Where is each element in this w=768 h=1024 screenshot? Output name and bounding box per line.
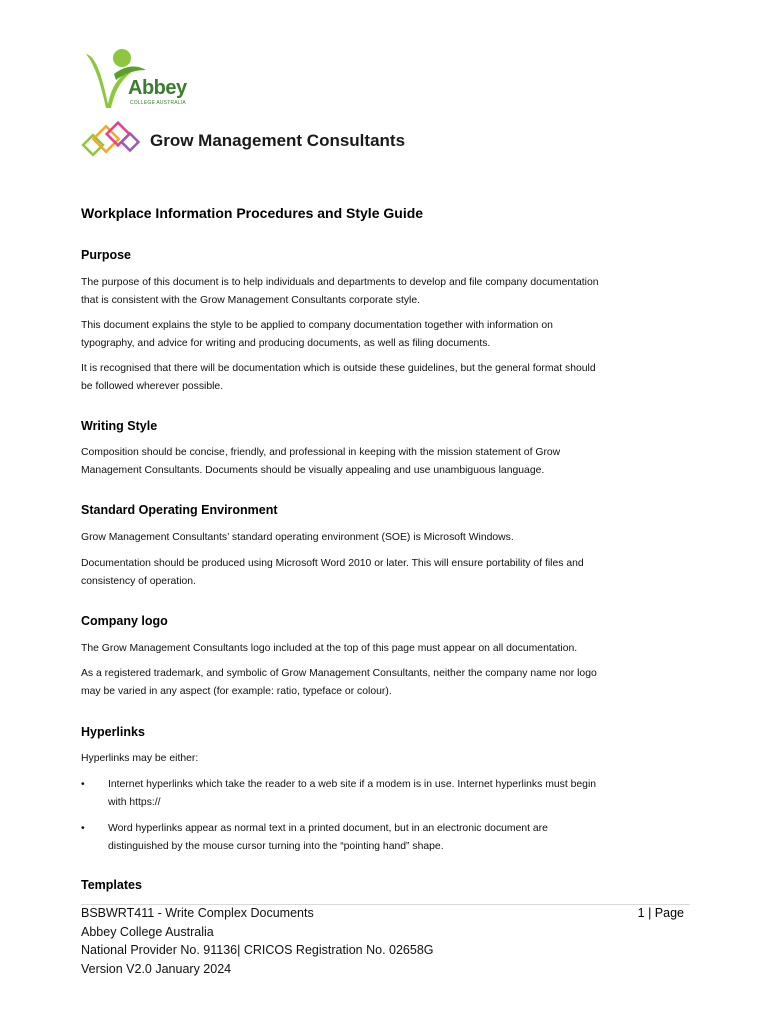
- soe-paragraph-1: [81, 529, 691, 547]
- abbey-logo-word: Abbey: [128, 77, 187, 99]
- text-line: with https://: [108, 797, 161, 808]
- text-line: Grow Management Consultants’ standard operating environment (SOE) is Microsoft Windows.: [81, 532, 514, 543]
- heading-purpose: Purpose: [81, 248, 132, 262]
- text-line: Hyperlinks may be either:: [81, 753, 199, 764]
- company-logo-paragraph-1: [81, 640, 691, 658]
- list-item: [81, 776, 691, 812]
- heading-soe: Standard Operating Environment: [81, 503, 278, 517]
- text-line: Documentation should be produced using Microsoft Word 2010 or later. This will ensure portability of files and: [81, 558, 584, 569]
- text-line: Management Consultants. Documents should be visually appealing and use unambiguous language.: [81, 465, 545, 476]
- text-line: Internet hyperlinks which take the reader to a web site if a modem is in use. Internet hyperlinks must begin: [108, 779, 597, 790]
- company-logo-paragraph-2: [81, 665, 691, 701]
- soe-paragraph-2: [81, 555, 691, 591]
- text-line: may be varied in any aspect (for example: ratio, typeface or colour).: [81, 686, 392, 697]
- diamonds-icon: [80, 120, 144, 164]
- list-item-text: [108, 776, 691, 812]
- text-line: This document explains the style to be applied to company documentation together with information on: [81, 320, 553, 331]
- footer-version: Version V2.0 January 2024: [81, 962, 232, 976]
- document-title: Workplace Information Procedures and Style Guide: [81, 205, 424, 221]
- text-line: Word hyperlinks appear as normal text in a printed document, but in an electronic document are: [108, 823, 548, 834]
- grow-diamonds-logo: [80, 120, 144, 164]
- abbey-logo-subtitle: COLLEGE AUSTRALIA: [130, 100, 186, 106]
- text-line: It is recognised that there will be documentation which is outside these guidelines, but the general format should: [81, 363, 596, 374]
- text-line: be followed wherever possible.: [81, 381, 224, 392]
- text-line: As a registered trademark, and symbolic of Grow Management Consultants, neither the company name nor logo: [81, 668, 597, 679]
- text-line: The Grow Management Consultants logo included at the top of this page must appear on all documentation.: [81, 643, 578, 654]
- text-line: Composition should be concise, friendly, and professional in keeping with the mission statement of Grow: [81, 447, 561, 458]
- heading-templates: Templates: [81, 878, 142, 892]
- heading-hyperlinks: Hyperlinks: [81, 725, 145, 739]
- heading-company-logo: Company logo: [81, 614, 168, 628]
- hyperlinks-intro: [81, 750, 691, 768]
- text-line: that is consistent with the Grow Management Consultants corporate style.: [81, 295, 421, 306]
- footer-registration: National Provider No. 91136| CRICOS Registration No. 02658G: [81, 943, 434, 957]
- list-item: [81, 820, 691, 856]
- bullet-icon: •: [81, 823, 85, 834]
- footer-divider: [81, 904, 690, 905]
- page-number: 1 | Page: [637, 906, 684, 920]
- text-line: consistency of operation.: [81, 576, 196, 587]
- purpose-paragraph-1: [81, 274, 691, 310]
- heading-writing-style: Writing Style: [81, 419, 158, 433]
- company-name: Grow Management Consultants: [150, 131, 406, 150]
- footer-college-name: Abbey College Australia: [81, 925, 214, 939]
- writing-style-paragraph: [81, 444, 691, 480]
- text-line: distinguished by the mouse cursor turning into the “pointing hand” shape.: [108, 841, 444, 852]
- list-item-text: [108, 820, 691, 856]
- text-line: The purpose of this document is to help individuals and departments to develop and file company documentation: [81, 277, 599, 288]
- purpose-paragraph-2: [81, 317, 691, 353]
- bullet-icon: •: [81, 779, 85, 790]
- purpose-paragraph-3: [81, 360, 691, 396]
- footer-course-code: BSBWRT411 - Write Complex Documents: [81, 906, 314, 920]
- text-line: typography, and advice for writing and producing documents, as well as filing documents.: [81, 338, 491, 349]
